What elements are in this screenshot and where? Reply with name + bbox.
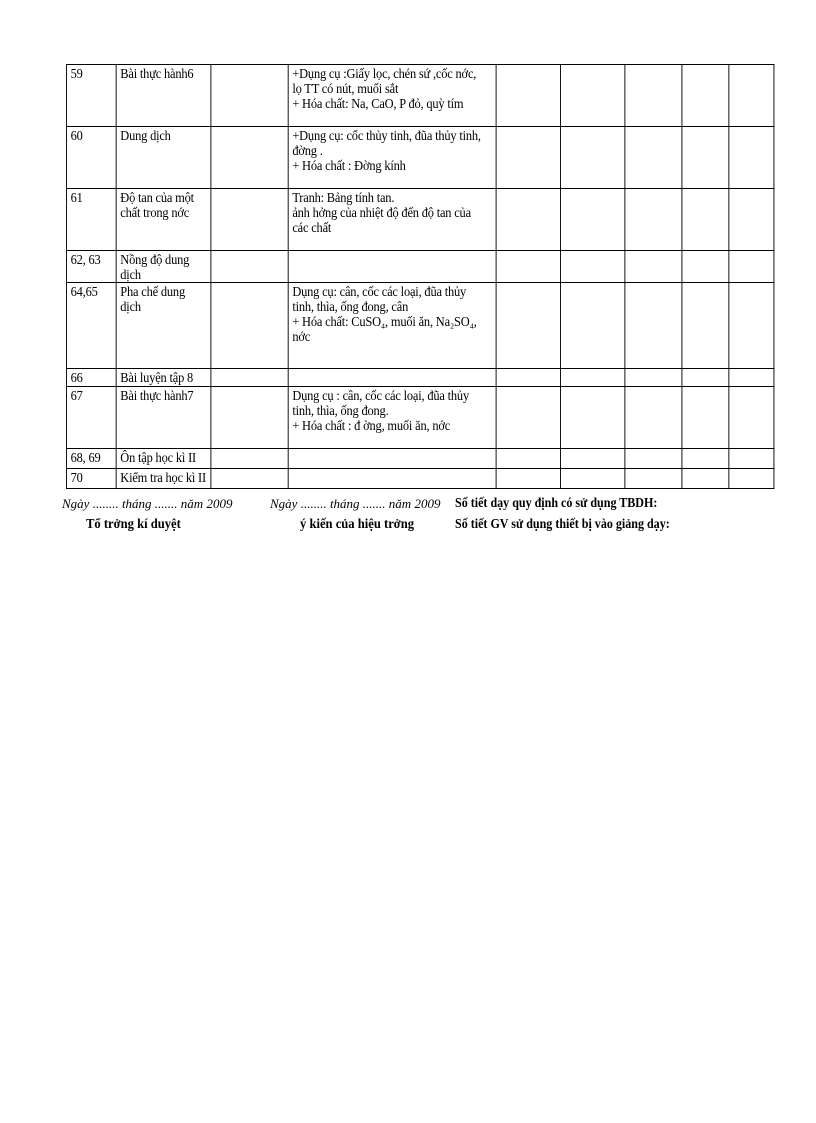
empty-cell: [729, 251, 774, 283]
empty-cell: [682, 251, 729, 283]
lesson-name-line: dịch: [120, 299, 141, 314]
empty-cell: [211, 65, 288, 127]
empty-cell: [561, 65, 625, 127]
empty-cell: [561, 387, 625, 449]
empty-cell: [682, 449, 729, 469]
lesson-number: 60: [70, 128, 83, 143]
empty-cell: [682, 469, 729, 489]
empty-cell: [561, 469, 625, 489]
table-row: [66, 387, 773, 449]
empty-cell: [625, 449, 682, 469]
equipment-line: Tranh: Bảng tính tan.: [292, 190, 395, 205]
equipment-line: + Hóa chất : đ ờng, muối ăn, nớc: [292, 418, 451, 433]
equipment-line: Dụng cụ: cân, cốc các loại, đũa thủy: [292, 284, 467, 299]
empty-cell: [496, 127, 560, 189]
lesson-name-line: Ôn tập học kì II: [120, 450, 196, 465]
empty-cell: [561, 369, 625, 387]
lesson-number-cell: [66, 369, 116, 387]
empty-cell: [625, 127, 682, 189]
lesson-name-cell: [116, 387, 211, 449]
lesson-name-line: Bài thực hành6: [120, 66, 194, 81]
empty-cell: [682, 369, 729, 387]
equipment-cell: [288, 387, 496, 449]
equipment-line: + Hóa chất: CuSO₄, muối ăn, Na₂SO₄,: [292, 314, 477, 329]
lesson-number: 67: [70, 388, 83, 403]
footer-stat-used-periods: Số tiết GV sử dụng thiết bị vào giảng dạy:: [455, 517, 670, 532]
empty-cell: [561, 127, 625, 189]
lesson-name-line: Dung dịch: [120, 128, 171, 143]
lesson-number: 66: [70, 370, 83, 385]
footer-date-right: Ngày ........ tháng ....... năm 2009: [270, 496, 441, 511]
lesson-name-line: Nồng độ dung: [120, 252, 190, 267]
empty-cell: [561, 449, 625, 469]
equipment-cell: [288, 65, 496, 127]
lesson-name-cell: [116, 251, 211, 283]
equipment-line: tinh, thìa, ống đong.: [292, 403, 389, 418]
lesson-number-cell: [66, 127, 116, 189]
equipment-line: đờng .: [292, 143, 323, 158]
empty-cell: [625, 283, 682, 369]
empty-cell: [211, 189, 288, 251]
equipment-cell: [288, 283, 496, 369]
equipment-line: nớc: [292, 329, 311, 344]
equipment-line: + Hóa chất : Đờng kính: [292, 158, 406, 173]
lesson-name-line: dịch: [120, 267, 141, 282]
empty-cell: [496, 387, 560, 449]
empty-cell: [729, 189, 774, 251]
lesson-number-cell: [66, 283, 116, 369]
lesson-number: 70: [70, 470, 83, 485]
lesson-name-line: Kiểm tra học kì II: [120, 470, 206, 485]
empty-cell: [682, 283, 729, 369]
lesson-number-cell: [66, 189, 116, 251]
table-row: [66, 369, 773, 387]
table-row: [66, 189, 773, 251]
lesson-number-cell: [66, 449, 116, 469]
footer-date-left: Ngày ........ tháng ....... năm 2009: [62, 496, 233, 511]
lesson-name-cell: [116, 65, 211, 127]
empty-cell: [561, 251, 625, 283]
lesson-number: 64,65: [70, 284, 98, 299]
empty-cell: [729, 283, 774, 369]
lesson-name-line: Độ tan của một: [120, 190, 194, 205]
equipment-line: Dụng cụ : cân, cốc các loại, đũa thủy: [292, 388, 469, 403]
empty-cell: [496, 189, 560, 251]
empty-cell: [682, 189, 729, 251]
empty-cell: [496, 251, 560, 283]
empty-cell: [561, 189, 625, 251]
empty-cell: [682, 387, 729, 449]
table-row: [66, 283, 773, 369]
empty-cell: [729, 127, 774, 189]
equipment-line: +Dụng cụ :Giấy lọc, chén sứ ,cốc nớc,: [292, 66, 477, 81]
table-row: [66, 127, 773, 189]
empty-cell: [625, 469, 682, 489]
lesson-number-cell: [66, 469, 116, 489]
empty-cell: [496, 369, 560, 387]
equipment-cell: [288, 369, 496, 387]
empty-cell: [625, 65, 682, 127]
equipment-cell: [288, 449, 496, 469]
table-row: [66, 469, 773, 489]
empty-cell: [211, 387, 288, 449]
empty-cell: [561, 283, 625, 369]
empty-cell: [211, 449, 288, 469]
lesson-name-line: chất trong nớc: [120, 205, 190, 220]
empty-cell: [211, 283, 288, 369]
empty-cell: [682, 127, 729, 189]
empty-cell: [625, 189, 682, 251]
empty-cell: [625, 387, 682, 449]
lesson-name-cell: [116, 369, 211, 387]
footer-signature-principal: ý kiến của hiệu trởng: [300, 517, 415, 532]
empty-cell: [729, 449, 774, 469]
equipment-line: + Hóa chất: Na, CaO, P đỏ, quỳ tím: [292, 96, 464, 111]
equipment-line: +Dụng cụ: cốc thủy tinh, đũa thủy tinh,: [292, 128, 481, 143]
footer-signature-department-head: Tổ trởng kí duyệt: [86, 517, 181, 532]
lesson-number: 61: [70, 190, 83, 205]
empty-cell: [496, 449, 560, 469]
empty-cell: [496, 65, 560, 127]
empty-cell: [211, 251, 288, 283]
table-row: [66, 251, 773, 283]
equipment-cell: [288, 469, 496, 489]
empty-cell: [211, 469, 288, 489]
empty-cell: [496, 283, 560, 369]
empty-cell: [211, 127, 288, 189]
empty-cell: [729, 369, 774, 387]
lesson-number: 68, 69: [70, 450, 101, 465]
equipment-line: ảnh hởng của nhiệt độ đến độ tan của: [292, 205, 471, 220]
lesson-name-line: Bài luyện tập 8: [120, 370, 194, 385]
empty-cell: [625, 369, 682, 387]
lesson-name-line: Bài thực hành7: [120, 388, 194, 403]
lesson-name-cell: [116, 189, 211, 251]
equipment-cell: [288, 251, 496, 283]
empty-cell: [729, 469, 774, 489]
equipment-cell: [288, 127, 496, 189]
empty-cell: [729, 387, 774, 449]
lesson-number-cell: [66, 65, 116, 127]
lesson-name-cell: [116, 283, 211, 369]
equipment-line: lọ TT có nút, muối sắt: [292, 81, 399, 96]
empty-cell: [729, 65, 774, 127]
lesson-number: 59: [70, 66, 83, 81]
footer-stat-required-periods: Số tiết dạy quy định có sử dụng TBDH:: [455, 496, 658, 511]
empty-cell: [625, 251, 682, 283]
lesson-name-cell: [116, 469, 211, 489]
lesson-name-cell: [116, 449, 211, 469]
empty-cell: [496, 469, 560, 489]
empty-cell: [211, 369, 288, 387]
empty-cell: [682, 65, 729, 127]
equipment-line: các chất: [292, 220, 332, 235]
equipment-line: tinh, thìa, ống đong, cân: [292, 299, 409, 314]
table-row: [66, 65, 773, 127]
equipment-cell: [288, 189, 496, 251]
lesson-name-cell: [116, 127, 211, 189]
equipment-plan-table: [66, 64, 774, 489]
lesson-number-cell: [66, 251, 116, 283]
lesson-name-line: Pha chế dung: [120, 284, 185, 299]
lesson-number: 62, 63: [70, 252, 101, 267]
lesson-number-cell: [66, 387, 116, 449]
table-row: [66, 449, 773, 469]
